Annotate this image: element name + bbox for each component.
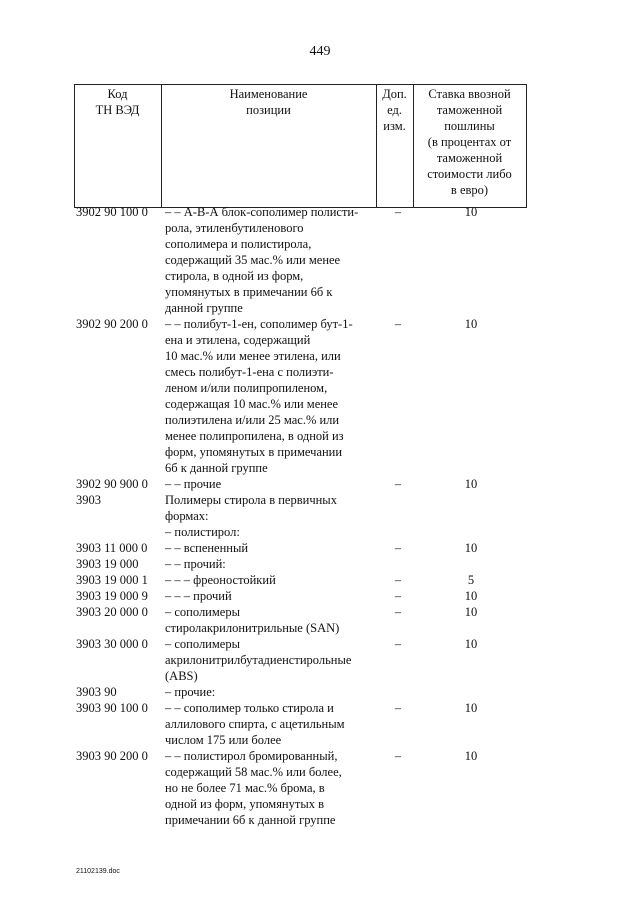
position-name-line: – прочие: xyxy=(165,685,216,699)
tnved-code: 3902 90 100 0 xyxy=(76,205,148,219)
position-name xyxy=(165,556,380,572)
position-name-line: 6б к данной группе xyxy=(165,461,268,475)
position-name-line: – – прочие xyxy=(165,477,222,491)
tnved-code: 3903 30 000 0 xyxy=(76,637,148,651)
position-name-line: – – – прочий xyxy=(165,589,232,603)
tnved-code: 3903 19 000 9 xyxy=(76,589,148,603)
header-dop-line: Доп. xyxy=(382,87,407,101)
additional-unit: – xyxy=(394,477,402,491)
duty-rate: 10 xyxy=(464,637,478,651)
position-name-line: – – вспененный xyxy=(165,541,249,555)
additional-unit: – xyxy=(394,573,402,587)
duty-rate: 10 xyxy=(464,605,478,619)
table-row xyxy=(0,604,640,636)
position-name-line: одной из форм, упомянутых в xyxy=(165,797,325,811)
tnved-code: 3903 90 100 0 xyxy=(76,701,148,715)
table-row xyxy=(0,556,640,572)
additional-unit: – xyxy=(394,605,402,619)
position-name-line: форм, упомянутых в примечании xyxy=(165,445,343,459)
duty-rate: 10 xyxy=(464,477,478,491)
position-name xyxy=(165,588,380,604)
header-code-line: ТН ВЭД xyxy=(95,103,140,117)
position-name-line: формах: xyxy=(165,509,209,523)
table-row xyxy=(0,540,640,556)
tnved-code: 3903 xyxy=(76,493,101,507)
position-name xyxy=(165,492,380,540)
position-name-line: Полимеры стирола в первичных xyxy=(165,493,337,507)
additional-unit: – xyxy=(394,637,402,651)
tnved-code: 3903 90 xyxy=(76,685,117,699)
position-name xyxy=(165,684,380,700)
duty-rate: 10 xyxy=(464,701,478,715)
tnved-code: 3902 90 200 0 xyxy=(76,317,148,331)
additional-unit: – xyxy=(394,749,402,763)
duty-rate: 10 xyxy=(464,589,478,603)
position-name-line: полиэтилена и/или 25 мас.% или xyxy=(165,413,340,427)
position-name-line: примечании 6б к данной группе xyxy=(165,813,336,827)
header-rate-line: в евро) xyxy=(450,183,489,197)
position-name-line: числом 175 или более xyxy=(165,733,282,747)
additional-unit: – xyxy=(394,541,402,555)
header-dop xyxy=(376,86,413,134)
position-name-line: аллилового спирта, с ацетильным xyxy=(165,717,345,731)
table-row xyxy=(0,684,640,700)
position-name-line: – сополимеры xyxy=(165,637,240,651)
table-row xyxy=(0,572,640,588)
position-name xyxy=(165,636,380,684)
header-rate-line: (в процентах от xyxy=(427,135,512,149)
additional-unit: – xyxy=(394,205,402,219)
additional-unit: – xyxy=(394,701,402,715)
header-rate-line: Ставка ввозной xyxy=(428,87,511,101)
header-divider xyxy=(526,84,527,208)
header-rate-line: стоимости либо xyxy=(427,167,512,181)
duty-rate: 10 xyxy=(464,317,478,331)
tnved-code: 3903 19 000 xyxy=(76,557,139,571)
table-row xyxy=(0,476,640,492)
tnved-code: 3903 19 000 1 xyxy=(76,573,148,587)
table-row xyxy=(0,748,640,828)
position-name-line: стирола, в одной из форм, xyxy=(165,269,304,283)
table-row xyxy=(0,700,640,748)
position-name-line: – – прочий: xyxy=(165,557,226,571)
tnved-code: 3903 90 200 0 xyxy=(76,749,148,763)
tnved-code: 3902 90 900 0 xyxy=(76,477,148,491)
position-name-line: – полистирол: xyxy=(165,525,240,539)
position-name-line: (ABS) xyxy=(165,669,198,683)
position-name-line: – – полистирол бромированный, xyxy=(165,749,338,763)
header-rate-line: пошлины xyxy=(444,119,495,133)
position-name xyxy=(165,604,380,636)
position-name-line: – – сополимер только стирола и xyxy=(165,701,334,715)
tnved-code: 3903 20 000 0 xyxy=(76,605,148,619)
position-name-line: акрилонитрилбутадиенстирольные xyxy=(165,653,352,667)
position-name-line: – – А-В-А блок-сополимер полисти- xyxy=(165,205,359,219)
header-rate-line: таможенной xyxy=(436,151,503,165)
header-dop-line: ед. xyxy=(387,103,402,117)
position-name-line: ена и этилена, содержащий xyxy=(165,333,311,347)
position-name-line: рола, этиленбутиленового xyxy=(165,221,304,235)
header-dop-line: изм. xyxy=(383,119,406,133)
position-name-line: содержащий 35 мас.% или менее xyxy=(165,253,341,267)
position-name xyxy=(165,540,380,556)
position-name-line: – сополимеры xyxy=(165,605,240,619)
page-number: 449 xyxy=(309,44,331,59)
position-name xyxy=(165,700,380,748)
header-code-line: Код xyxy=(107,87,128,101)
header-top-rule xyxy=(74,84,526,85)
position-name xyxy=(165,204,380,316)
table-row xyxy=(0,492,640,540)
duty-rate: 10 xyxy=(464,205,478,219)
position-name xyxy=(165,476,380,492)
duty-rate: 10 xyxy=(464,541,478,555)
document-filename: 21102139.doc xyxy=(76,868,120,875)
position-name-line: содержащий 58 мас.% или более, xyxy=(165,765,342,779)
additional-unit: – xyxy=(394,317,402,331)
position-name-line: – – – фреоностойкий xyxy=(165,573,276,587)
additional-unit: – xyxy=(394,589,402,603)
position-name xyxy=(165,748,380,828)
position-name-line: упомянутых в примечании 6б к xyxy=(165,285,333,299)
position-name-line: смесь полибут-1-ена с полиэти- xyxy=(165,365,334,379)
position-name-line: 10 мас.% или менее этилена, или xyxy=(165,349,341,363)
header-name-line: позиции xyxy=(246,103,291,117)
duty-rate: 10 xyxy=(464,749,478,763)
tnved-code: 3903 11 000 0 xyxy=(76,541,148,555)
position-name-line: сополимера и полистирола, xyxy=(165,237,312,251)
table-row xyxy=(0,636,640,684)
header-name-line: Наименование xyxy=(229,87,308,101)
duty-rate: 5 xyxy=(467,573,475,587)
table-row xyxy=(0,204,640,316)
position-name-line: данной группе xyxy=(165,301,243,315)
position-name xyxy=(165,316,380,476)
tariff-table-body xyxy=(0,204,640,828)
header-rate xyxy=(413,86,526,198)
position-name xyxy=(165,572,380,588)
header-name xyxy=(161,86,376,118)
position-name-line: – – полибут-1-ен, сополимер бут-1- xyxy=(165,317,353,331)
table-row xyxy=(0,316,640,476)
position-name-line: содержащая 10 мас.% или менее xyxy=(165,397,339,411)
header-rate-line: таможенной xyxy=(436,103,503,117)
table-row xyxy=(0,588,640,604)
position-name-line: менее полипропилена, в одной из xyxy=(165,429,344,443)
position-name-line: но не более 71 мас.% брома, в xyxy=(165,781,325,795)
position-name-line: стиролакрилонитрильные (SAN) xyxy=(165,621,340,635)
header-code xyxy=(74,86,161,118)
position-name-line: леном и/или полипропиленом, xyxy=(165,381,328,395)
